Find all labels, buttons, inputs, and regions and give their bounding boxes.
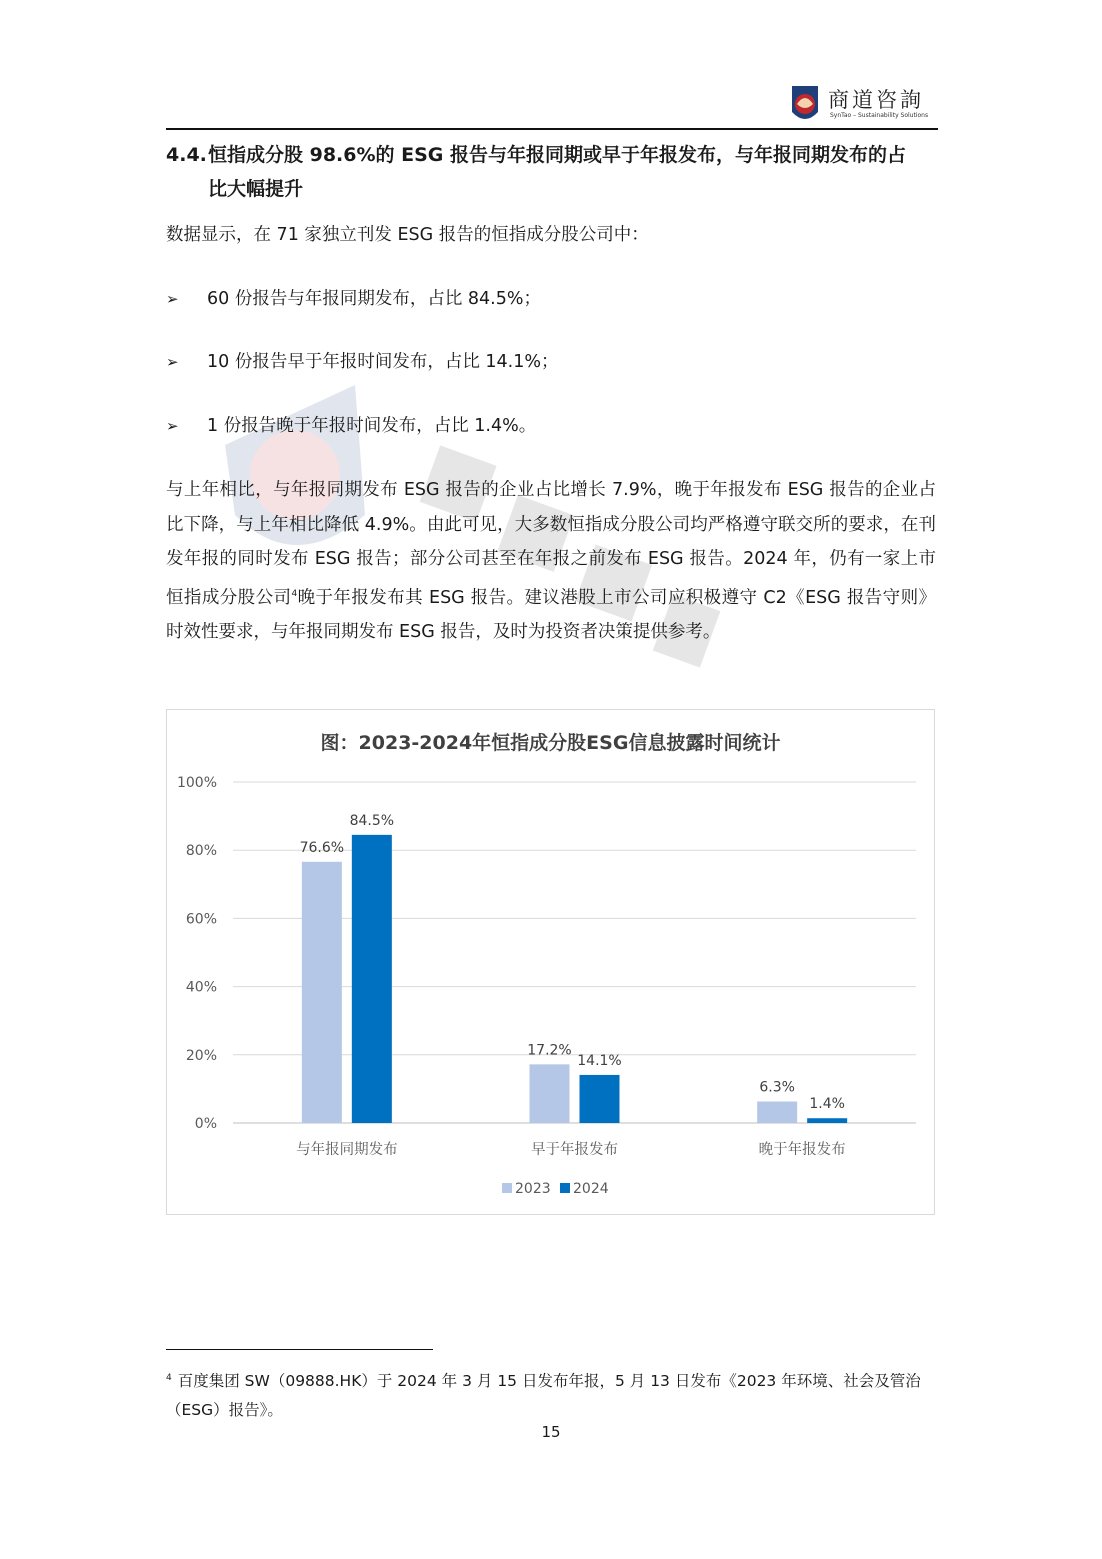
company-logo	[788, 82, 938, 128]
chart-title: 图：2023-2024年恒指成分股ESG信息披露时间统计	[320, 732, 781, 754]
data-label: 76.6%	[299, 839, 345, 856]
bar-chart	[166, 709, 935, 1215]
bar-2023	[302, 862, 342, 1123]
legend-swatch-2023	[502, 1183, 512, 1193]
body-paragraph: 与上年相比，与年报同期发布 ESG 报告的企业占比增长 7.9%，晚于年报发布 ESG 报告的企业占比下降，与上年相比降低 4.9%。由此可见，大多数恒指成分股公司均严格遵守联交所的要求，在刊发年报的同时发布 ESG 报告；部分公司甚至在年报之前发布 ESG 报告。2024 年，仍有一家上市恒指成分股公司$^4$晚于年报发布其 ESG 报告。建议港股上市公司应积极遵守 C2《ESG 报告守则》时效性要求，与年报同期发布 ESG 报告，及时为投资者决策提供参考。	[166, 480, 936, 642]
data-label: 84.5%	[349, 812, 395, 829]
logo-emblem-icon	[788, 82, 822, 126]
page-number: 15	[541, 1423, 561, 1441]
arrow-bullet-icon: ➢	[166, 353, 179, 371]
footnote-reference[interactable]: 4	[291, 588, 298, 599]
y-tick-label: 20%	[185, 1047, 217, 1064]
y-tick-label: 80%	[185, 843, 217, 860]
section-title-line2: 比大幅提升	[208, 178, 304, 200]
legend-label: 2023	[515, 1181, 551, 1197]
bullet-item: ➢ 60 份报告与年报同期发布，占比 84.5%；	[166, 284, 541, 314]
bar-2023	[757, 1102, 797, 1123]
bar-2024	[807, 1118, 847, 1123]
section-title-line1: 恒指成分股 98.6%的 ESG 报告与年报同期或早于年报发布，与年报同期发布的占	[208, 144, 907, 166]
data-label: 17.2%	[527, 1042, 572, 1059]
bar-2024	[580, 1075, 620, 1123]
data-label: 6.3%	[759, 1079, 795, 1096]
x-tick-label: 晚于年报发布	[758, 1142, 846, 1158]
y-tick-label: 60%	[185, 911, 217, 928]
logo-name: 商道咨詢	[828, 88, 924, 112]
x-tick-label: 早于年报发布	[531, 1142, 618, 1158]
arrow-bullet-icon: ➢	[166, 290, 179, 308]
bullet-item: ➢ 1 份报告晚于年报时间发布，占比 1.4%。	[166, 411, 536, 441]
y-tick-label: 0%	[194, 1116, 217, 1132]
section-heading	[166, 138, 938, 206]
section-number: 4.4.	[166, 144, 207, 166]
bar-2023	[530, 1064, 570, 1123]
intro-paragraph: 数据显示，在 71 家独立刊发 ESG 报告的恒指成分股公司中：	[166, 225, 649, 245]
footnote-divider	[166, 1349, 433, 1350]
legend-swatch-2024	[560, 1183, 570, 1193]
footnote	[166, 1364, 936, 1425]
bar-2024	[352, 835, 392, 1123]
logo-subtitle: SynTao – Sustainability Solutions	[830, 112, 929, 119]
chart-canvas	[167, 710, 934, 1214]
footnote-mark: 4	[166, 1373, 172, 1383]
footnote-text: 百度集团 SW（09888.HK）于 2024 年 3 月 15 日发布年报，5 月 13 日发布《2023 年环境、社会及管治（ESG）报告》。	[166, 1372, 921, 1419]
data-label: 1.4%	[809, 1096, 845, 1113]
legend-label: 2024	[573, 1181, 609, 1197]
bullet-item: ➢ 10 份报告早于年报时间发布，占比 14.1%；	[166, 347, 559, 377]
data-label: 14.1%	[577, 1052, 622, 1069]
x-tick-label: 与年报同期发布	[296, 1142, 398, 1158]
header-divider	[166, 128, 938, 130]
y-tick-label: 100%	[176, 775, 217, 791]
y-tick-label: 40%	[185, 979, 217, 996]
arrow-bullet-icon: ➢	[166, 417, 179, 435]
